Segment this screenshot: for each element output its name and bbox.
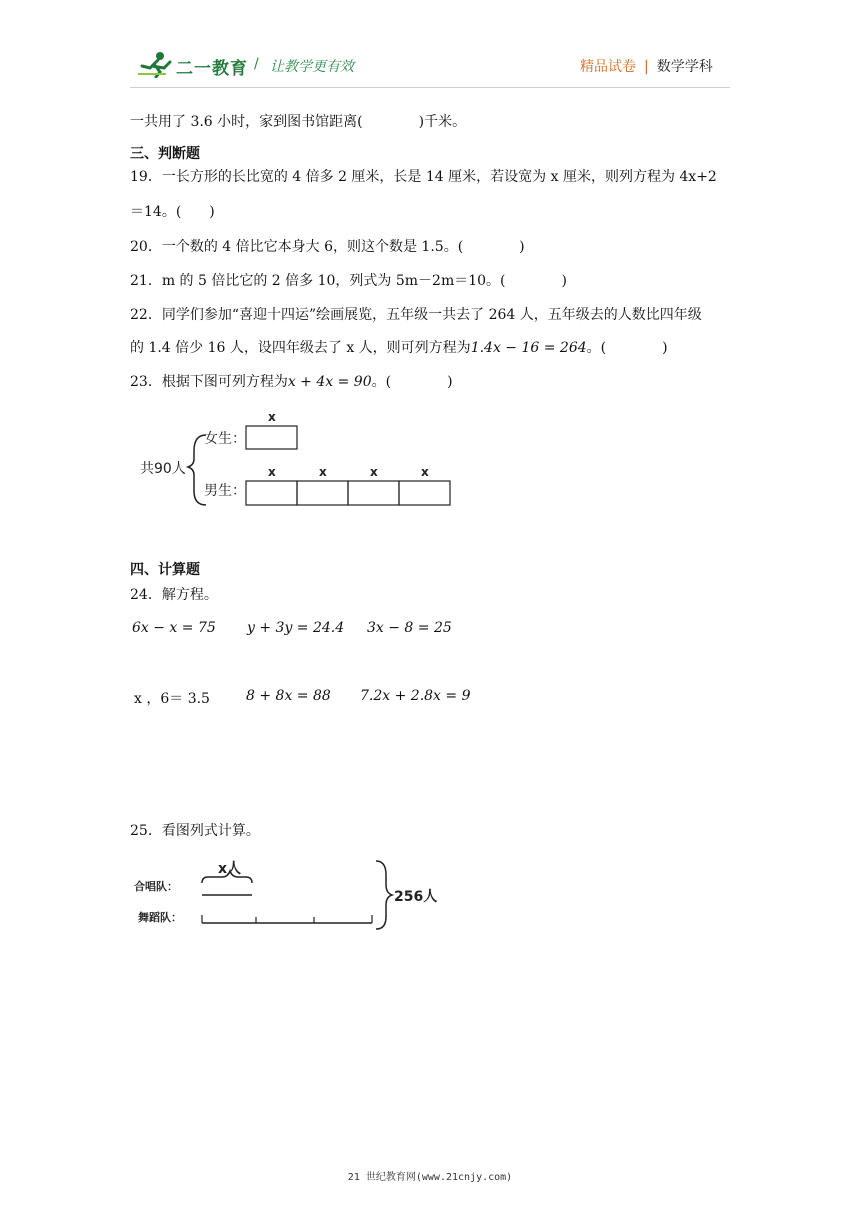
continued-question-line: 一共用了 3.6 小时，家到图书馆距离( )千米。 [130,114,467,130]
question-22-line-2 [130,338,668,358]
question-23-prefix: 23．根据下图可列方程为 [130,374,288,390]
boys-segment-box-1 [246,481,297,505]
equation-4: x ，6＝ 3.5 [134,691,210,707]
boys-segment-box-3 [348,481,399,505]
question-23-suffix: 。( ) [371,374,453,390]
section-4-title: 四、计算题 [130,562,200,578]
logo-runner-icon [136,50,176,78]
boys-segment-label-4: x [421,465,429,479]
question-22-line-1: 22．同学们参加“喜迎十四运”绘画展览，五年级一共去了 264 人，五年级去的人数比四年级 [130,307,702,323]
header-slogan: 让教学更有效 [270,59,354,75]
header-slash: / [254,56,259,72]
diagram-boys-label: 男生： [204,483,246,499]
dance-label: 舞蹈队： [138,911,182,924]
boys-segment-label-1: x [268,465,276,479]
question-21: 21．m 的 5 倍比它的 2 倍多 10，列式为 5m－2m＝10。( ) [130,273,567,289]
header-divider [130,87,730,88]
header-tags [580,56,713,76]
choir-label: 合唱队： [134,880,178,893]
question-23-equation: x + 4x = 90 [287,374,372,390]
equation-5: 8 + 8x = 88 [246,688,331,704]
question-19-line-2: ＝14。( ) [130,204,215,220]
question-22-line-2-prefix: 的 1.4 倍少 16 人，设四年级去了 x 人，则可列方程为 [130,340,471,356]
diagram-total-label: 共90人 [140,461,186,477]
girls-segment-box [246,426,297,449]
question-22-line-2-suffix: 。( ) [586,340,668,356]
total-people-label: 256人 [394,889,438,905]
tag-quality-paper: 精品试卷 [580,59,636,75]
tag-subject: 数学学科 [656,59,713,75]
boys-segment-label-3: x [370,465,378,479]
equation-2: y + 3y = 24.4 [247,620,345,636]
section-3-title: 三、判断题 [130,146,200,162]
question-22-equation: 1.4x − 16 = 264 [470,340,587,356]
diagram-girls-label: 女生： [204,431,246,447]
question-24-title: 24．解方程。 [130,587,218,603]
boys-segment-box-2 [297,481,348,505]
header-separator: | [644,59,649,75]
logo-text: 二一教育 [176,59,248,79]
question-20: 20．一个数的 4 倍比它本身大 6，则这个数是 1.5。( ) [130,239,525,255]
question-25-diagram [134,855,454,935]
question-19-line-1: 19．一长方形的长比宽的 4 倍多 2 厘米，长是 14 厘米，若设宽为 x 厘米，则列方程为 4x+2 [130,169,717,185]
equation-3: 3x − 8 = 25 [367,620,452,636]
boys-segment-box-4 [399,481,450,505]
question-23 [130,372,453,392]
equation-1: 6x − x = 75 [132,620,216,636]
total-right-brace [376,861,392,929]
question-25-title: 25．看图列式计算。 [130,823,260,839]
question-23-diagram [136,405,466,515]
boys-segment-label-2: x [319,465,327,479]
choir-brace-label: x人 [218,861,242,877]
equation-6: 7.2x + 2.8x = 9 [360,688,471,704]
girls-segment-label: x [268,410,276,424]
page-footer: 21 世纪教育网(www.21cnjy.com) [347,1172,513,1183]
